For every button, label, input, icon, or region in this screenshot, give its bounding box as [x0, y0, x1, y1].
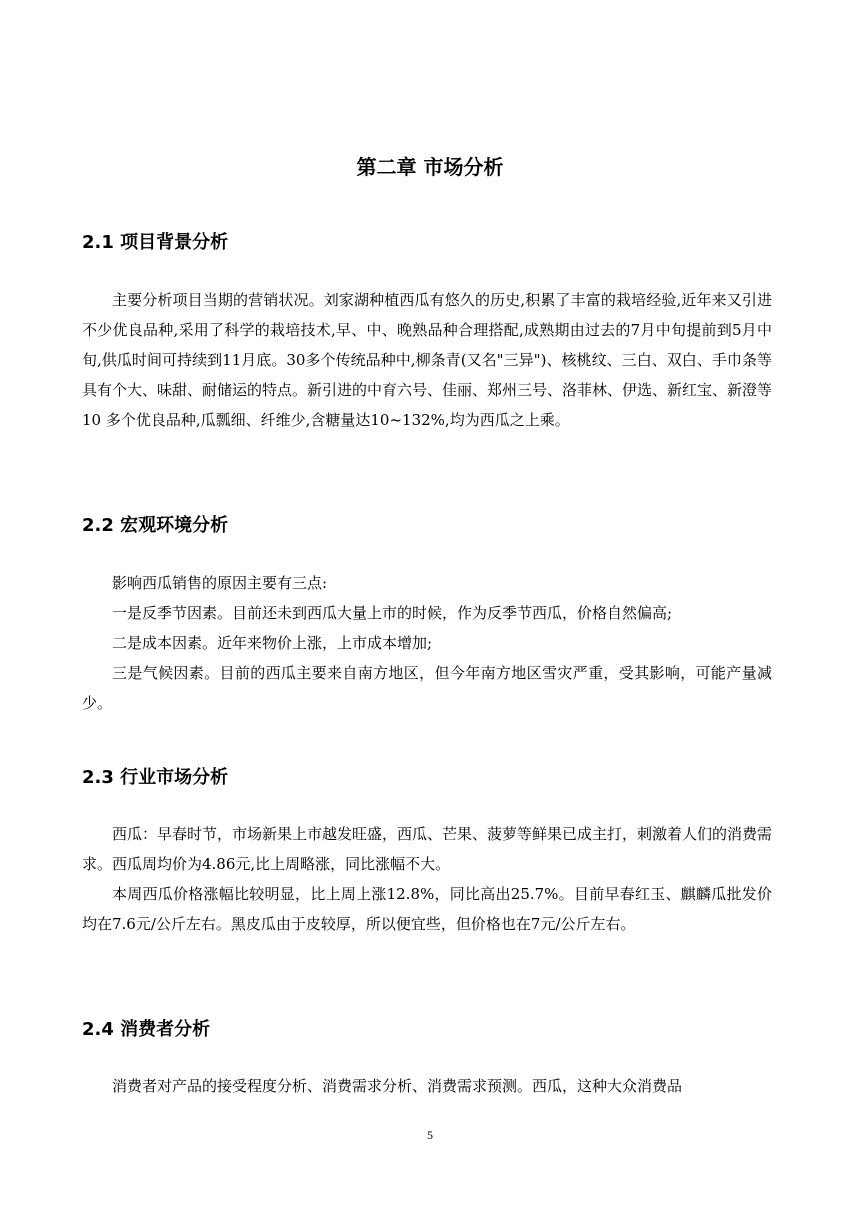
- section-body-2-3: [82, 819, 772, 939]
- paragraph: 消费者对产品的接受程度分析、消费需求分析、消费需求预测。西瓜，这种大众消费品: [112, 1077, 683, 1095]
- section-heading-2-1: 2.1 项目背景分析: [82, 232, 229, 253]
- paragraph: 三是气候因素。目前的西瓜主要来自南方地区，但今年南方地区雪灾严重，受其影响，可能产量减少。: [82, 664, 772, 712]
- paragraph: 主要分析项目当期的营销状况。刘家湖种植西瓜有悠久的历史,积累了丰富的栽培经验,近年来又引进不少优良品种,采用了科学的栽培技术,早、中、晚熟品种合理搭配,成熟期由过去的7月中旬提前到5月中旬,供瓜时间可持续到11月底。30多个传统品种中,柳条青(又名"三异")、核桃纹、三白、双白、手巾条等具有个大、味甜、耐储运的特点。新引进的中育六号、佳丽、郑州三号、洛菲林、伊选、新红宝、新澄等 10 多个优良品种,瓜瓢细、纤维少,含糖量达10~132%,均为西瓜之上乘。: [82, 291, 773, 429]
- section-body-2-4: [82, 1071, 772, 1101]
- paragraph: 影响西瓜销售的原因主要有三点:: [112, 574, 328, 592]
- paragraph: 一是反季节因素。目前还未到西瓜大量上市的时候，作为反季节西瓜，价格自然偏高;: [112, 604, 673, 622]
- section-heading-2-4: 2.4 消费者分析: [82, 1019, 211, 1040]
- section-body-2-2: [82, 568, 772, 718]
- paragraph: 二是成本因素。近年来物价上涨，上市成本增加;: [112, 634, 433, 652]
- chapter-title: 第二章 市场分析: [356, 155, 504, 179]
- page-number: 5: [427, 1128, 433, 1142]
- section-heading-2-3: 2.3 行业市场分析: [82, 767, 229, 788]
- paragraph: 西瓜：早春时节，市场新果上市越发旺盛，西瓜、芒果、菠萝等鲜果已成主打，刺激着人们的消费需求。西瓜周均价为4.86元,比上周略涨，同比涨幅不大。: [82, 825, 773, 873]
- paragraph: 本周西瓜价格涨幅比较明显，比上周上涨12.8%，同比高出25.7%。目前早春红玉、麒麟瓜批发价均在7.6元/公斤左右。黑皮瓜由于皮较厚，所以便宜些，但价格也在7元/公斤左右。: [82, 885, 772, 933]
- section-body-2-1: [82, 285, 772, 435]
- section-heading-2-2: 2.2 宏观环境分析: [82, 515, 229, 536]
